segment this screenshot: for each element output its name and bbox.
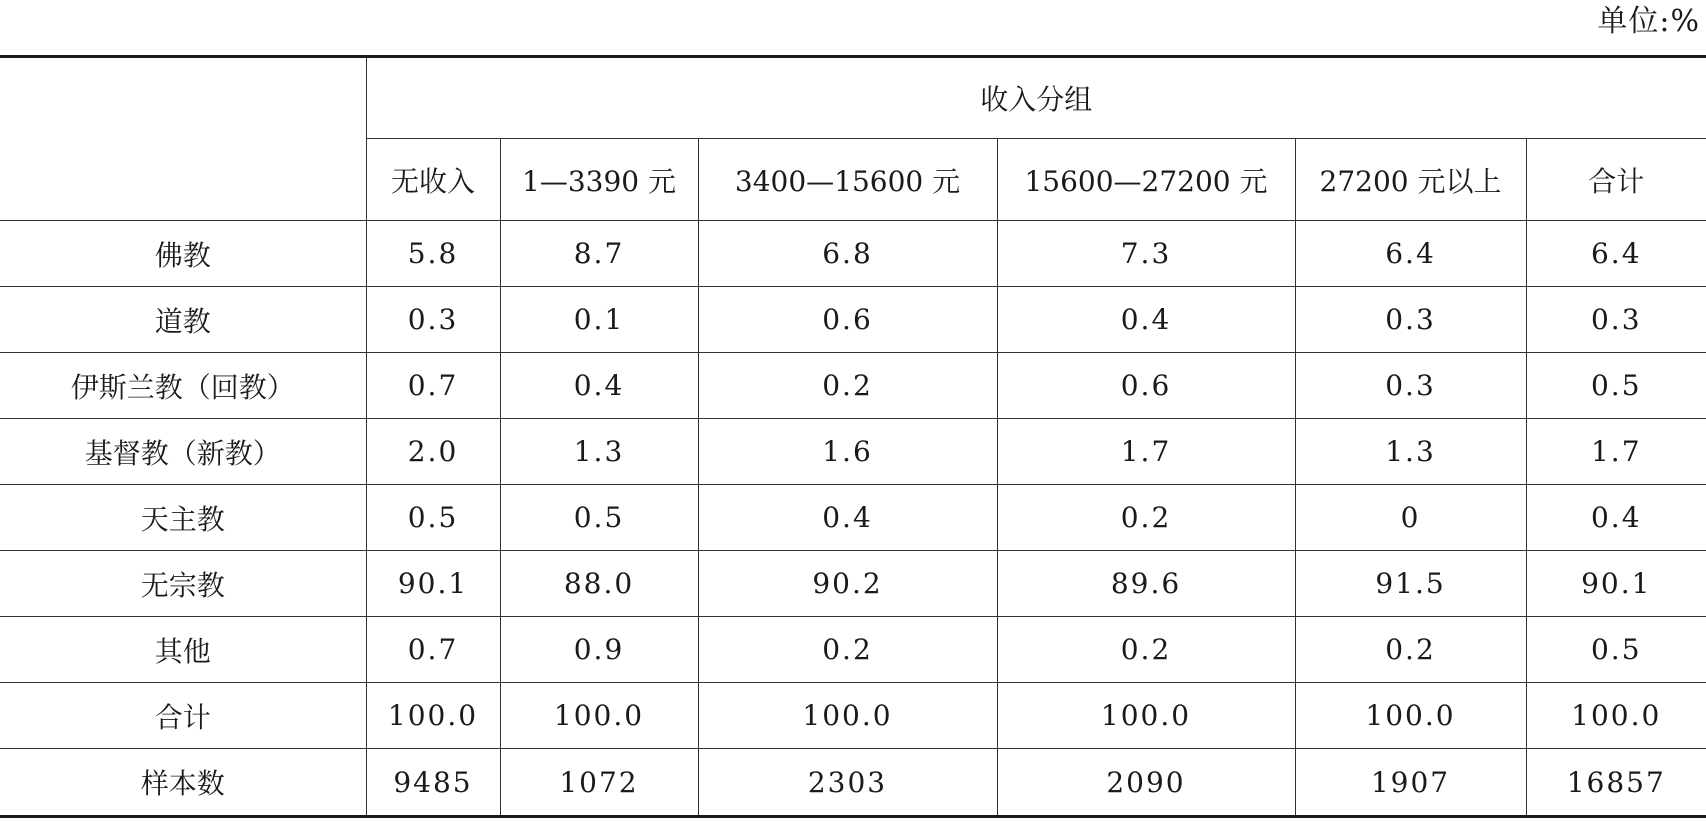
row-label: 样本数	[0, 749, 366, 817]
table-cell: 100.0	[698, 683, 997, 749]
table-row	[0, 221, 1706, 287]
row-label: 无宗教	[0, 551, 366, 617]
column-header: 无收入	[366, 139, 500, 221]
table-row	[0, 749, 1706, 817]
income-religion-table	[0, 55, 1706, 818]
table-cell: 1.3	[1295, 419, 1526, 485]
table-cell: 0.3	[1295, 353, 1526, 419]
table-cell: 0.2	[997, 617, 1295, 683]
table-cell: 0.3	[1526, 287, 1706, 353]
row-label: 天主教	[0, 485, 366, 551]
table-cell: 0.1	[500, 287, 698, 353]
table-cell: 0.6	[698, 287, 997, 353]
table-cell: 2.0	[366, 419, 500, 485]
header-row-group	[0, 57, 1706, 139]
table-cell: 1.6	[698, 419, 997, 485]
corner-cell	[0, 57, 366, 221]
table-cell: 0.4	[698, 485, 997, 551]
column-header: 合计	[1526, 139, 1706, 221]
table-cell: 1.7	[1526, 419, 1706, 485]
table-cell: 1072	[500, 749, 698, 817]
column-header: 15600—27200 元	[997, 139, 1295, 221]
row-label: 伊斯兰教（回教）	[0, 353, 366, 419]
table-cell: 0.3	[366, 287, 500, 353]
table-cell: 0	[1295, 485, 1526, 551]
table-cell: 90.1	[366, 551, 500, 617]
table-cell: 7.3	[997, 221, 1295, 287]
table-cell: 0.5	[1526, 353, 1706, 419]
table-body	[0, 221, 1706, 817]
row-label: 合计	[0, 683, 366, 749]
table-cell: 6.4	[1526, 221, 1706, 287]
table-cell: 0.2	[698, 617, 997, 683]
table-cell: 2303	[698, 749, 997, 817]
group-header: 收入分组	[366, 57, 1706, 139]
table-row	[0, 353, 1706, 419]
table-cell: 0.4	[997, 287, 1295, 353]
unit-label: 单位:%	[1597, 4, 1700, 39]
table-cell: 2090	[997, 749, 1295, 817]
table-cell: 5.8	[366, 221, 500, 287]
table-cell: 91.5	[1295, 551, 1526, 617]
table-cell: 90.2	[698, 551, 997, 617]
row-label: 道教	[0, 287, 366, 353]
table-cell: 0.2	[1295, 617, 1526, 683]
table-cell: 100.0	[366, 683, 500, 749]
table-cell: 0.3	[1295, 287, 1526, 353]
table-row	[0, 617, 1706, 683]
column-header: 3400—15600 元	[698, 139, 997, 221]
table-cell: 0.5	[1526, 617, 1706, 683]
table-cell: 8.7	[500, 221, 698, 287]
table-cell: 100.0	[1526, 683, 1706, 749]
table-cell: 88.0	[500, 551, 698, 617]
table-cell: 0.2	[997, 485, 1295, 551]
table-cell: 0.6	[997, 353, 1295, 419]
table-cell: 1.7	[997, 419, 1295, 485]
table-cell: 6.4	[1295, 221, 1526, 287]
table-cell: 0.4	[1526, 485, 1706, 551]
table-cell: 16857	[1526, 749, 1706, 817]
column-header: 1—3390 元	[500, 139, 698, 221]
table-cell: 100.0	[1295, 683, 1526, 749]
table-cell: 0.5	[500, 485, 698, 551]
table-cell: 0.7	[366, 617, 500, 683]
table-row	[0, 287, 1706, 353]
row-label: 佛教	[0, 221, 366, 287]
table-cell: 9485	[366, 749, 500, 817]
table-cell: 100.0	[500, 683, 698, 749]
row-label: 其他	[0, 617, 366, 683]
table-row	[0, 551, 1706, 617]
table-row	[0, 485, 1706, 551]
table-row	[0, 683, 1706, 749]
table-cell: 0.4	[500, 353, 698, 419]
column-header: 27200 元以上	[1295, 139, 1526, 221]
table-cell: 6.8	[698, 221, 997, 287]
table-cell: 1907	[1295, 749, 1526, 817]
table-cell: 0.9	[500, 617, 698, 683]
table-cell: 0.2	[698, 353, 997, 419]
table-cell: 1.3	[500, 419, 698, 485]
table-cell: 89.6	[997, 551, 1295, 617]
table-cell: 0.7	[366, 353, 500, 419]
table-cell: 90.1	[1526, 551, 1706, 617]
table-row	[0, 419, 1706, 485]
table-cell: 100.0	[997, 683, 1295, 749]
row-label: 基督教（新教）	[0, 419, 366, 485]
table-cell: 0.5	[366, 485, 500, 551]
